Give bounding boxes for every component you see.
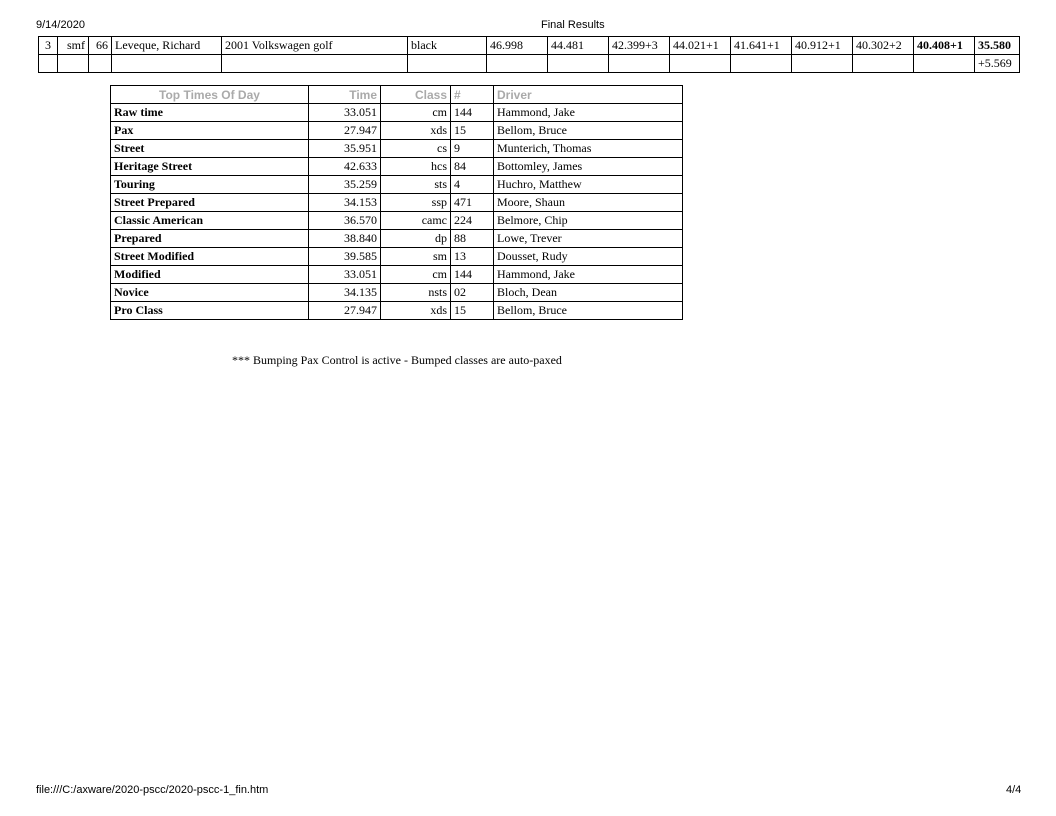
driver-cell: Bottomley, James: [494, 158, 683, 176]
time-cell: 35.259: [309, 176, 381, 194]
top-times-table: [110, 85, 683, 320]
empty-cell: [408, 55, 487, 73]
category-cell: Pax: [111, 122, 309, 140]
driver-cell: Munterich, Thomas: [494, 140, 683, 158]
run-cell: 40.912+1: [792, 37, 853, 55]
header-number: #: [451, 86, 494, 104]
number-cell: 88: [451, 230, 494, 248]
header-class: Class: [381, 86, 451, 104]
table-row: [111, 104, 683, 122]
category-cell: Pro Class: [111, 302, 309, 320]
run-cell: 42.399+3: [609, 37, 670, 55]
class-cell: cs: [381, 140, 451, 158]
empty-cell: [222, 55, 408, 73]
category-cell: Prepared: [111, 230, 309, 248]
category-cell: Touring: [111, 176, 309, 194]
empty-cell: [609, 55, 670, 73]
category-cell: Raw time: [111, 104, 309, 122]
driver-cell: Leveque, Richard: [112, 37, 222, 55]
class-cell: dp: [381, 230, 451, 248]
time-cell: 33.051: [309, 104, 381, 122]
class-cell: xds: [381, 122, 451, 140]
time-cell: 38.840: [309, 230, 381, 248]
time-cell: 34.135: [309, 284, 381, 302]
time-cell: 35.951: [309, 140, 381, 158]
pax-note: *** Bumping Pax Control is active - Bumped classes are auto-paxed: [232, 353, 562, 367]
number-cell: 471: [451, 194, 494, 212]
table-header-row: [111, 86, 683, 104]
table-row: [111, 248, 683, 266]
empty-cell: [792, 55, 853, 73]
table-row: [111, 266, 683, 284]
run-cell: 46.998: [487, 37, 548, 55]
driver-cell: Hammond, Jake: [494, 104, 683, 122]
category-cell: Street Prepared: [111, 194, 309, 212]
number-cell: 144: [451, 266, 494, 284]
table-row: [111, 158, 683, 176]
table-row: [111, 230, 683, 248]
total-cell: 35.580: [975, 37, 1020, 55]
table-row: [111, 122, 683, 140]
table-row: [111, 140, 683, 158]
empty-cell: [914, 55, 975, 73]
empty-cell: [731, 55, 792, 73]
time-cell: 39.585: [309, 248, 381, 266]
class-cell: hcs: [381, 158, 451, 176]
time-cell: 33.051: [309, 266, 381, 284]
diff-cell: +5.569: [975, 55, 1020, 73]
run-cell: 40.302+2: [853, 37, 914, 55]
number-cell: 9: [451, 140, 494, 158]
time-cell: 36.570: [309, 212, 381, 230]
page-number: 4/4: [1006, 784, 1022, 796]
number-cell: 02: [451, 284, 494, 302]
print-date: 9/14/2020: [36, 19, 85, 31]
empty-cell: [39, 55, 58, 73]
results-table: [38, 36, 1020, 73]
class-cell: cm: [381, 104, 451, 122]
class-cell: nsts: [381, 284, 451, 302]
driver-cell: Lowe, Trever: [494, 230, 683, 248]
driver-cell: Hammond, Jake: [494, 266, 683, 284]
header-category: Top Times Of Day: [111, 86, 309, 104]
color-cell: black: [408, 37, 487, 55]
category-cell: Street: [111, 140, 309, 158]
table-row: [39, 55, 1020, 73]
header-time: Time: [309, 86, 381, 104]
driver-cell: Bellom, Bruce: [494, 302, 683, 320]
table-row: [111, 284, 683, 302]
page-title: Final Results: [541, 19, 605, 31]
footer-url: file:///C:/axware/2020-pscc/2020-pscc-1_fin.htm: [36, 784, 269, 796]
time-cell: 42.633: [309, 158, 381, 176]
driver-cell: Bellom, Bruce: [494, 122, 683, 140]
class-cell: xds: [381, 302, 451, 320]
driver-cell: Moore, Shaun: [494, 194, 683, 212]
number-cell: 13: [451, 248, 494, 266]
number-cell: 15: [451, 122, 494, 140]
category-cell: Street Modified: [111, 248, 309, 266]
time-cell: 27.947: [309, 302, 381, 320]
time-cell: 27.947: [309, 122, 381, 140]
table-row: [111, 302, 683, 320]
class-cell: smf: [58, 37, 89, 55]
driver-cell: Bloch, Dean: [494, 284, 683, 302]
driver-cell: Huchro, Matthew: [494, 176, 683, 194]
run-cell: 41.641+1: [731, 37, 792, 55]
empty-cell: [58, 55, 89, 73]
class-cell: cm: [381, 266, 451, 284]
empty-cell: [89, 55, 112, 73]
empty-cell: [670, 55, 731, 73]
run-cell: 44.481: [548, 37, 609, 55]
driver-cell: Dousset, Rudy: [494, 248, 683, 266]
number-cell: 4: [451, 176, 494, 194]
category-cell: Heritage Street: [111, 158, 309, 176]
empty-cell: [853, 55, 914, 73]
driver-cell: Belmore, Chip: [494, 212, 683, 230]
category-cell: Classic American: [111, 212, 309, 230]
car-cell: 2001 Volkswagen golf: [222, 37, 408, 55]
class-cell: ssp: [381, 194, 451, 212]
number-cell: 224: [451, 212, 494, 230]
category-cell: Modified: [111, 266, 309, 284]
table-row: [111, 212, 683, 230]
table-row: [39, 37, 1020, 55]
run-cell: 44.021+1: [670, 37, 731, 55]
category-cell: Novice: [111, 284, 309, 302]
class-cell: camc: [381, 212, 451, 230]
class-cell: sm: [381, 248, 451, 266]
number-cell: 15: [451, 302, 494, 320]
time-cell: 34.153: [309, 194, 381, 212]
table-row: [111, 176, 683, 194]
empty-cell: [487, 55, 548, 73]
table-row: [111, 194, 683, 212]
empty-cell: [112, 55, 222, 73]
header-driver: Driver: [494, 86, 683, 104]
empty-cell: [548, 55, 609, 73]
best-run-cell: 40.408+1: [914, 37, 975, 55]
position-cell: 3: [39, 37, 58, 55]
number-cell: 144: [451, 104, 494, 122]
car-number-cell: 66: [89, 37, 112, 55]
class-cell: sts: [381, 176, 451, 194]
number-cell: 84: [451, 158, 494, 176]
